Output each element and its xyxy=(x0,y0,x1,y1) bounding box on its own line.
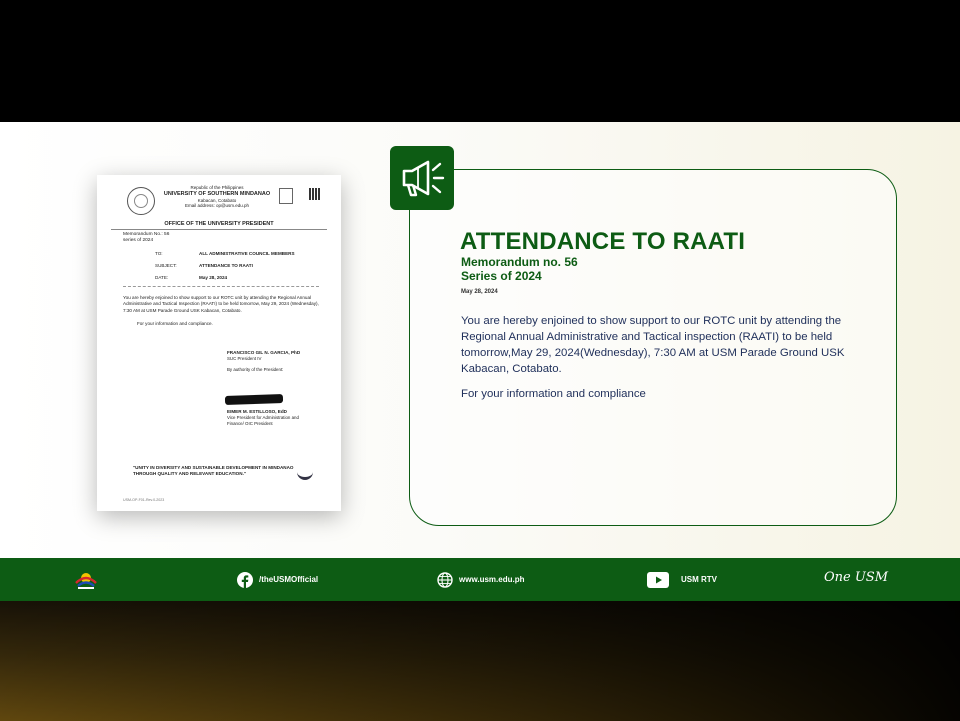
doc-memo-no: Memorandum No.: 56 xyxy=(123,232,170,237)
announcement-title: ATTENDANCE TO RAATI xyxy=(460,228,746,255)
footer-website[interactable] xyxy=(437,558,524,601)
top-black-band xyxy=(0,0,960,122)
doc-signatory1-name: FRANCISCO GIL N. GARCIA, PhD xyxy=(227,350,301,355)
memo-document xyxy=(97,175,341,511)
doc-to-value: ALL ADMINISTRATIVE COUNCIL MEMBERS xyxy=(199,251,295,256)
footer-facebook[interactable] xyxy=(237,558,318,601)
facebook-icon xyxy=(237,572,253,588)
qr-code-icon xyxy=(309,188,321,200)
doc-republic: Republic of the Philippines xyxy=(190,185,244,190)
doc-dashed-divider xyxy=(123,286,319,287)
doc-body: You are hereby enjoined to show support to our ROTC unit by attending the Regional Annual Administrative and Tactical Inspection (RAATI) to be held tomorrow, May 29, 2024 (Wednesday), 7:30 AM at USM Parade Ground USK Kabacan, Cotabato. xyxy=(123,295,319,313)
website-url: www.usm.edu.ph xyxy=(459,575,525,584)
signature-scribble xyxy=(225,394,283,405)
doc-location: Kabacan, Cotabato xyxy=(197,197,237,203)
doc-signatory2 xyxy=(227,409,299,427)
doc-signatory1 xyxy=(227,350,300,362)
youtube-icon xyxy=(647,572,669,588)
doc-office: OFFICE OF THE UNIVERSITY PRESIDENT xyxy=(164,221,274,227)
footer-bagong-pilipinas xyxy=(74,558,98,601)
doc-motto: "UNITY IN DIVERSITY AND SUSTAINABLE DEVELOPMENT IN MINDANAO THROUGH QUALITY AND RELEVANT EDUCATION." xyxy=(133,465,294,477)
announcement-date: May 28, 2024 xyxy=(461,289,498,295)
doc-email: Email address: op@usm.edu.ph xyxy=(184,203,250,209)
doc-closing: For your information and compliance. xyxy=(137,321,213,326)
announcement-memo-number: Memorandum no. 56 xyxy=(461,255,578,269)
footer-youtube[interactable] xyxy=(647,558,717,601)
doc-to-label: TO: xyxy=(155,251,163,256)
megaphone-icon-box xyxy=(390,146,454,210)
document-header xyxy=(157,185,277,209)
usm-seal-icon xyxy=(127,187,155,215)
doc-signatory2-name: EIMER M. ESTILLOSO, EdD xyxy=(227,409,287,414)
bagong-pilipinas-logo-icon xyxy=(74,569,98,591)
megaphone-icon xyxy=(398,157,446,199)
content-area xyxy=(0,122,960,558)
doc-code: USM-OP-F01-Rev.0-2023 xyxy=(123,498,165,502)
doc-authority: By authority of the President: xyxy=(227,367,284,372)
doc-date-label: DATE: xyxy=(155,275,169,280)
doc-signatory2-title2: Finance/ OIC President xyxy=(227,421,273,427)
doc-subject-label: SUBJECT: xyxy=(155,263,177,268)
bagong-pilipinas-logo-icon xyxy=(297,467,313,480)
announcement-closing: For your information and compliance xyxy=(461,388,646,400)
doc-date-value: May 28, 2024 xyxy=(199,275,228,280)
youtube-channel: USM RTV xyxy=(681,575,717,584)
one-usm-signature: One USM xyxy=(824,570,889,585)
announcement-body: You are hereby enjoined to show support to our ROTC unit by attending the Regional Annual Administrative and Tactical inspection (RAATI) to be held tomorrow,May 29, 2024(Wednesday), 7:30 AM at USM Parade Ground USK Kabacan, Cotabato. xyxy=(461,315,845,375)
facebook-handle: /theUSMOfficial xyxy=(259,575,319,584)
doc-signatory1-title: SUC President IV xyxy=(227,356,262,362)
footer-bar xyxy=(0,558,960,601)
iso-badge-icon xyxy=(279,188,293,204)
announcement-series: Series of 2024 xyxy=(461,269,542,283)
doc-university: UNIVERSITY OF SOUTHERN MINDANAO xyxy=(163,190,271,197)
doc-signatory2-title1: Vice President for Administration and xyxy=(227,415,299,421)
doc-subject-value: ATTENDANCE TO RAATI xyxy=(199,263,253,268)
doc-divider xyxy=(111,229,327,230)
announcement-memo-info xyxy=(461,255,578,283)
doc-memo-number xyxy=(123,232,169,245)
bottom-gold-band xyxy=(0,601,960,721)
doc-series: series of 2024 xyxy=(123,238,154,244)
globe-icon xyxy=(437,572,453,588)
